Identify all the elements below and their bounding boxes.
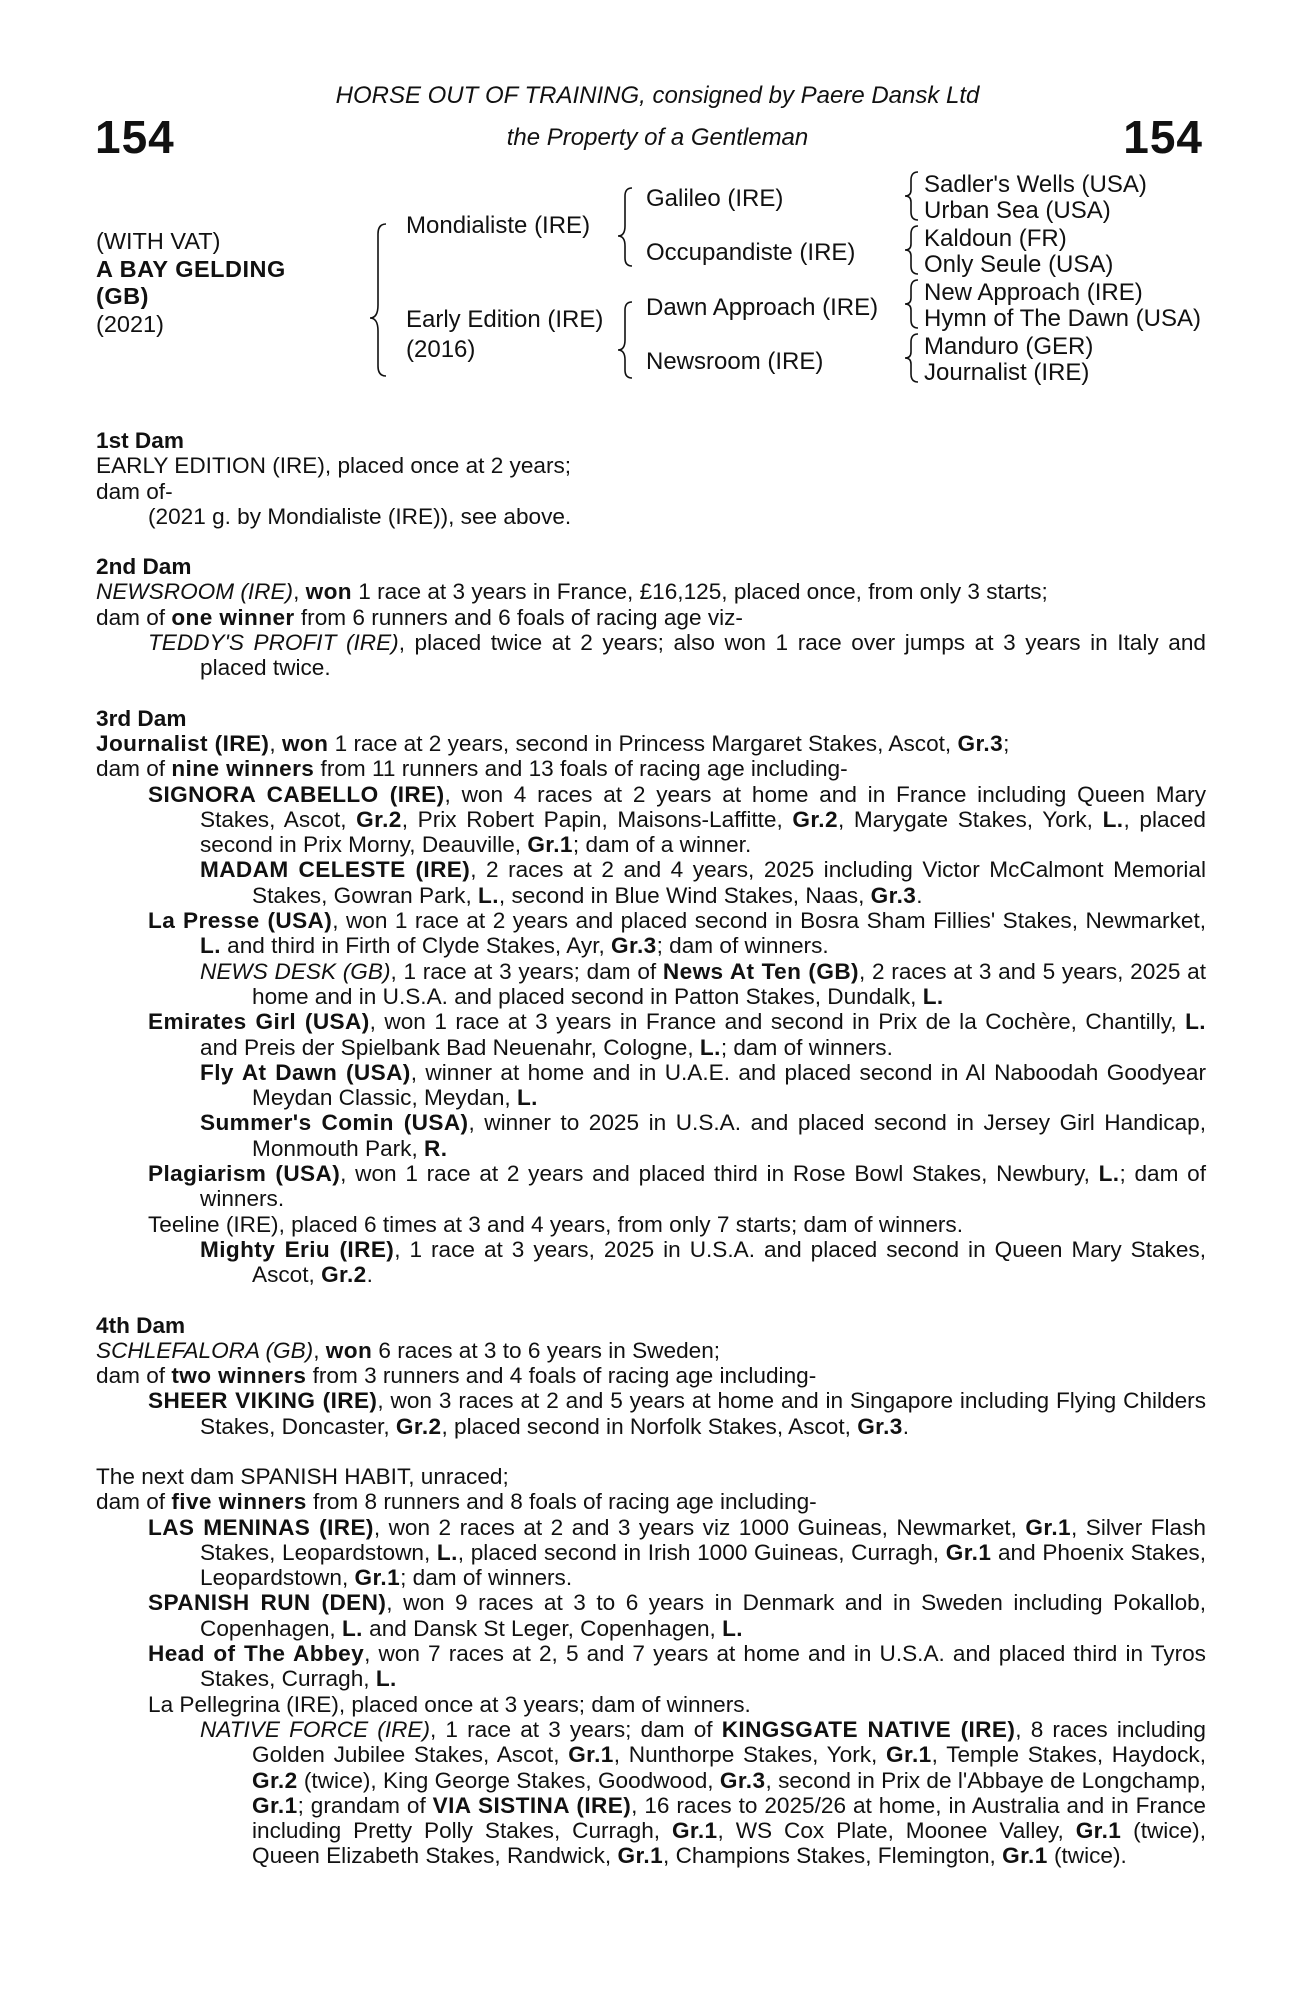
produce-entry: Mighty Eriu (IRE), 1 race at 3 years, 2025 in U.S.A. and placed second in Queen Mary Stakes, Ascot, Gr.2. [200, 1236, 1206, 1288]
produce-entry: SPANISH RUN (DEN), won 9 races at 3 to 6 years in Denmark and in Sweden including Pokallob, Copenhagen, L. and Dansk St Leger, Copenhagen, L. [148, 1590, 1206, 1641]
produce-entry: Emirates Girl (USA), won 1 race at 3 years in France and second in Prix de la Cochère, Chantilly, L. and Preis der Spielbank Bad Neuenahr, Cologne, L.; dam of winners. [148, 1009, 1206, 1060]
vat-label: (WITH VAT) [96, 228, 221, 254]
first-dam-damof: dam of- [96, 478, 173, 504]
second-dam-produce-summary: dam of one winner from 6 runners and 6 foals of racing age viz- [96, 604, 743, 630]
fifth-dam-record: The next dam SPANISH HABIT, unraced; [96, 1463, 509, 1489]
produce-entry: NEWS DESK (GB), 1 race at 3 years; dam of News At Ten (GB), 2 races at 3 and 5 years, 2025 at home and in U.S.A. and placed second in Patton Stakes, Dundalk, L. [200, 958, 1207, 1009]
horse-sex-colour: A BAY GELDING [96, 255, 286, 282]
first-dam-produce: (2021 g. by Mondialiste (IRE)), see above. [148, 503, 572, 529]
ss-sire: Sadler's Wells (USA) [924, 171, 1147, 198]
property-line: the Property of a Gentleman [506, 124, 809, 151]
fourth-dam-heading: 4th Dam [96, 1312, 186, 1338]
third-dam-produce-summary: dam of nine winners from 11 runners and 13 foals of racing age including- [96, 756, 848, 782]
sire-sire: Galileo (IRE) [646, 185, 784, 212]
produce-entry: Fly At Dawn (USA), winner at home and in U.A.E. and placed second in Al Naboodah Goodyear Meydan Classic, Meydan, L. [200, 1059, 1206, 1111]
horse-year: (2021) [96, 310, 164, 337]
ss-dam: Urban Sea (USA) [924, 197, 1111, 224]
sd-sire: Kaldoun (FR) [924, 225, 1067, 252]
first-dam-heading: 1st Dam [96, 428, 184, 453]
sire: Mondialiste (IRE) [406, 212, 591, 239]
produce-entry: SIGNORA CABELLO (IRE), won 4 races at 2 years at home and in France including Queen Mary Stakes, Ascot, Gr.2, Prix Robert Papin, Maisons-Laffitte, Gr.2, Marygate Stakes, York, L., placed second in Prix Morny, Deauville, Gr.1; dam of a winner. [148, 781, 1206, 858]
fifth-dam-produce-summary: dam of five winners from 8 runners and 8 foals of racing age including- [96, 1489, 817, 1515]
consignor-line: HORSE OUT OF TRAINING, consigned by Paere Dansk Ltd [335, 82, 980, 109]
produce-entry: NATIVE FORCE (IRE), 1 race at 3 years; dam of KINGSGATE NATIVE (IRE), 8 races including Golden Jubilee Stakes, Ascot, Gr.1, Nunthorpe Stakes, York, Gr.1, Temple Stakes, Haydock, Gr.2 (twice), King George Stakes, Goodwood, Gr.3, second in Prix de l'Abbaye de Longchamp, Gr.1; grandam of VIA SISTINA (IRE), 16 races to 2025/26 at home, in Australia and in France including Pretty Polly Stakes, Curragh, Gr.1, WS Cox Plate, Moonee Valley, Gr.1 (twice), Queen Elizabeth Stakes, Randwick, Gr.1, Champions Stakes, Flemington, Gr.1 (twice). [200, 1716, 1206, 1869]
dd-dam: Journalist (IRE) [924, 359, 1090, 386]
produce-entry: MADAM CELESTE (IRE), 2 races at 2 and 4 years, 2025 including Victor McCalmont Memorial Stakes, Gowran Park, L., second in Blue Wind Stakes, Naas, Gr.3. [200, 857, 1207, 908]
third-dam-record: Journalist (IRE), won 1 race at 2 years, second in Princess Margaret Stakes, Ascot, Gr.3; [96, 730, 1010, 756]
produce-entry: TEDDY'S PROFIT (IRE), placed twice at 2 years; also won 1 race over jumps at 3 years in Italy and placed twice. [148, 630, 1206, 681]
produce-entry: La Presse (USA), won 1 race at 2 years and placed second in Bosra Sham Fillies' Stakes, Newmarket, L. and third in Firth of Clyde Stakes, Ayr, Gr.3; dam of winners. [148, 908, 1206, 959]
catalogue-body [96, 428, 1206, 1869]
horse-country: (GB) [96, 283, 149, 309]
produce-entry: Summer's Comin (USA), winner to 2025 in U.S.A. and placed second in Jersey Girl Handicap, Monmouth Park, R. [200, 1110, 1207, 1161]
lot-number-right: 154 [1123, 111, 1203, 163]
produce-entry: Plagiarism (USA), won 1 race at 2 years and placed third in Rose Bowl Stakes, Newbury, L.; dam of winners. [148, 1161, 1206, 1212]
dd-sire: Manduro (GER) [924, 333, 1094, 360]
dam-year: (2016) [406, 336, 476, 363]
second-dam-record: NEWSROOM (IRE), won 1 race at 3 years in France, £16,125, placed once, from only 3 starts; [96, 579, 1048, 605]
dam-dam: Newsroom (IRE) [646, 348, 824, 375]
produce-entry: La Pellegrina (IRE), placed once at 3 years; dam of winners. [148, 1691, 751, 1717]
produce-entry: Teeline (IRE), placed 6 times at 3 and 4 years, from only 7 starts; dam of winners. [148, 1211, 963, 1237]
dam: Early Edition (IRE) [406, 306, 604, 333]
sire-dam: Occupandiste (IRE) [646, 239, 856, 266]
third-dam-heading: 3rd Dam [96, 705, 187, 731]
fourth-dam-produce-summary: dam of two winners from 3 runners and 4 foals of racing age including- [96, 1363, 817, 1389]
produce-entry: SHEER VIKING (IRE), won 3 races at 2 and 5 years at home and in Singapore including Flying Childers Stakes, Doncaster, Gr.2, placed second in Norfolk Stakes, Ascot, Gr.3. [148, 1388, 1207, 1439]
sd-dam: Only Seule (USA) [924, 251, 1114, 278]
fourth-dam-record: SCHLEFALORA (GB), won 6 races at 3 to 6 years in Sweden; [96, 1337, 721, 1363]
produce-entry: LAS MENINAS (IRE), won 2 races at 2 and 3 years viz 1000 Guineas, Newmarket, Gr.1, Silver Flash Stakes, Leopardstown, L., placed second in Irish 1000 Guineas, Curragh, Gr.1 and Phoenix Stakes, Leopardstown, Gr.1; dam of winners. [148, 1514, 1206, 1591]
ds-dam: Hymn of The Dawn (USA) [924, 305, 1201, 332]
second-dam-heading: 2nd Dam [96, 554, 192, 580]
ds-sire: New Approach (IRE) [924, 279, 1143, 306]
first-dam-line: EARLY EDITION (IRE), placed once at 2 years; [96, 453, 572, 479]
produce-entry: Head of The Abbey, won 7 races at 2, 5 and 7 years at home and in U.S.A. and placed third in Tyros Stakes, Curragh, L. [148, 1641, 1206, 1692]
dam-sire: Dawn Approach (IRE) [646, 294, 879, 321]
lot-number-left: 154 [95, 111, 175, 163]
